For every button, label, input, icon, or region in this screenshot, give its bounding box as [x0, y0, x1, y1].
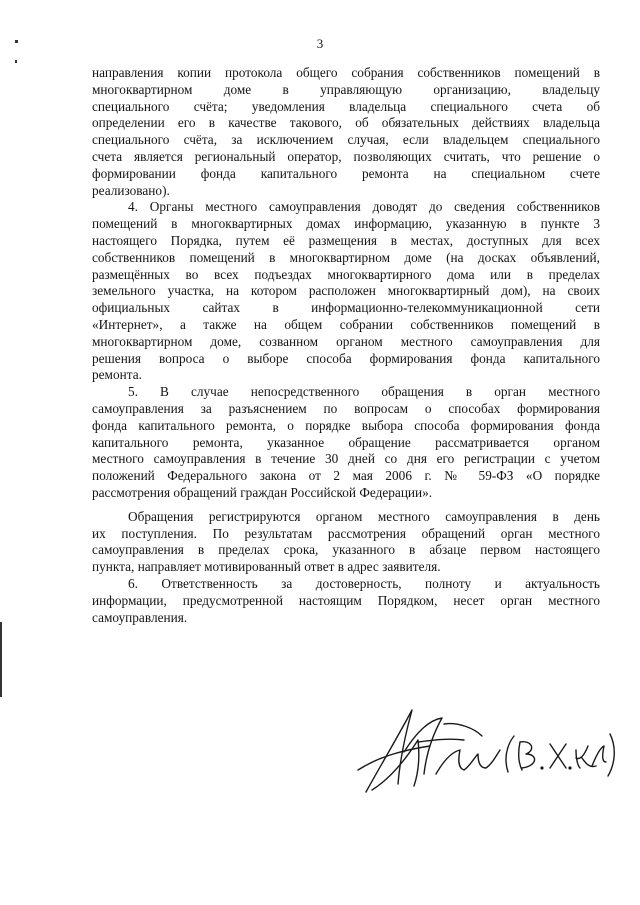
text-line: 5. В случае непосредственного обращения в орган местного [128, 384, 600, 400]
text-line: решения вопроса о выборе способа формирования фонда капитального [92, 350, 600, 366]
text-line: капитального ремонта, указанное обращение рассматривается органом [92, 434, 600, 450]
text-line: рассмотрения обращений граждан Российской Федерации». [92, 484, 433, 500]
text-line: счета является региональный оператор, позволяющих считать, что решение о [92, 148, 600, 164]
text-line: размещённых во всех подъездах многоквартирного дома или в пределах [92, 266, 600, 282]
page-number: 3 [316, 36, 324, 51]
signature-drawing [348, 700, 618, 800]
paragraph-item-6 [92, 576, 600, 626]
scan-edge-mark [0, 622, 2, 697]
text-line: направления копии протокола общего собрания собственников помещений в [92, 65, 600, 80]
text-line: помещений в многоквартирных домах информацию, указанную в пункте 3 [92, 216, 600, 232]
text-line: «Интернет», а также на общем собрании собственников помещений в [92, 316, 600, 332]
text-line: земельного участка, на котором расположен многоквартирный дом), на своих [92, 283, 600, 299]
text-line: многоквартирном доме в управляющую организацию, владельцу [92, 81, 600, 97]
paragraph-item-5 [92, 384, 600, 502]
scan-speck [15, 60, 17, 63]
handwritten-signature [348, 700, 618, 800]
text-line: их поступления. По результатам рассмотрения обращений орган местного [92, 525, 600, 541]
text-line: местного самоуправления в течение 30 дней со дня его регистрации с учетом [92, 451, 600, 467]
text-line: самоуправления в пределах срока, указанного в абзаце первом настоящего [92, 542, 600, 558]
paragraph-continuation [92, 65, 600, 199]
text-line: информации, предусмотренной настоящим Порядком, несет орган местного [92, 592, 600, 608]
text-line: собственников помещений в многоквартирном доме (на досках объявлений, [92, 249, 600, 265]
text-line: специального счёта; уведомления владельца специального счета об [92, 98, 600, 114]
text-line: самоуправления. [92, 609, 188, 625]
text-line: Обращения регистрируются органом местного самоуправления в день [128, 508, 600, 524]
text-line: определении его в качестве такового, об обязательных действиях владельца [92, 115, 600, 131]
document-body [92, 65, 600, 626]
text-line: ремонта. [92, 367, 142, 383]
text-line: настоящего Порядка, путем её размещения в местах, доступных для всех [92, 232, 600, 248]
text-line: формировании фонда капитального ремонта на специальном счете [92, 165, 600, 181]
text-line: реализовано). [92, 182, 170, 198]
text-line: 4. Органы местного самоуправления доводят до сведения собственников [128, 199, 600, 215]
text-line: специального счёта, за исключением случая, если владельцем специального [92, 132, 600, 148]
text-line: пункта, направляет мотивированный ответ в адрес заявителя. [92, 559, 441, 575]
text-line: многоквартирном доме, созванном органом местного самоуправления для [92, 333, 600, 349]
text-line: официальных сайтах в информационно-телекоммуникационной сети [92, 300, 600, 316]
paragraph-item-4 [92, 199, 600, 384]
text-line: самоуправления за разъяснением по вопросам о способах формирования [92, 400, 600, 416]
text-line: 6. Ответственность за достоверность, полноту и актуальность [128, 575, 600, 591]
text-line: фонда капитального ремонта, о порядке выбора способа формирования фонда [92, 417, 600, 433]
paragraph-registration [92, 509, 600, 576]
text-line: положений Федерального закона от 2 мая 2006 г. № 59-ФЗ «О порядке [92, 468, 600, 484]
